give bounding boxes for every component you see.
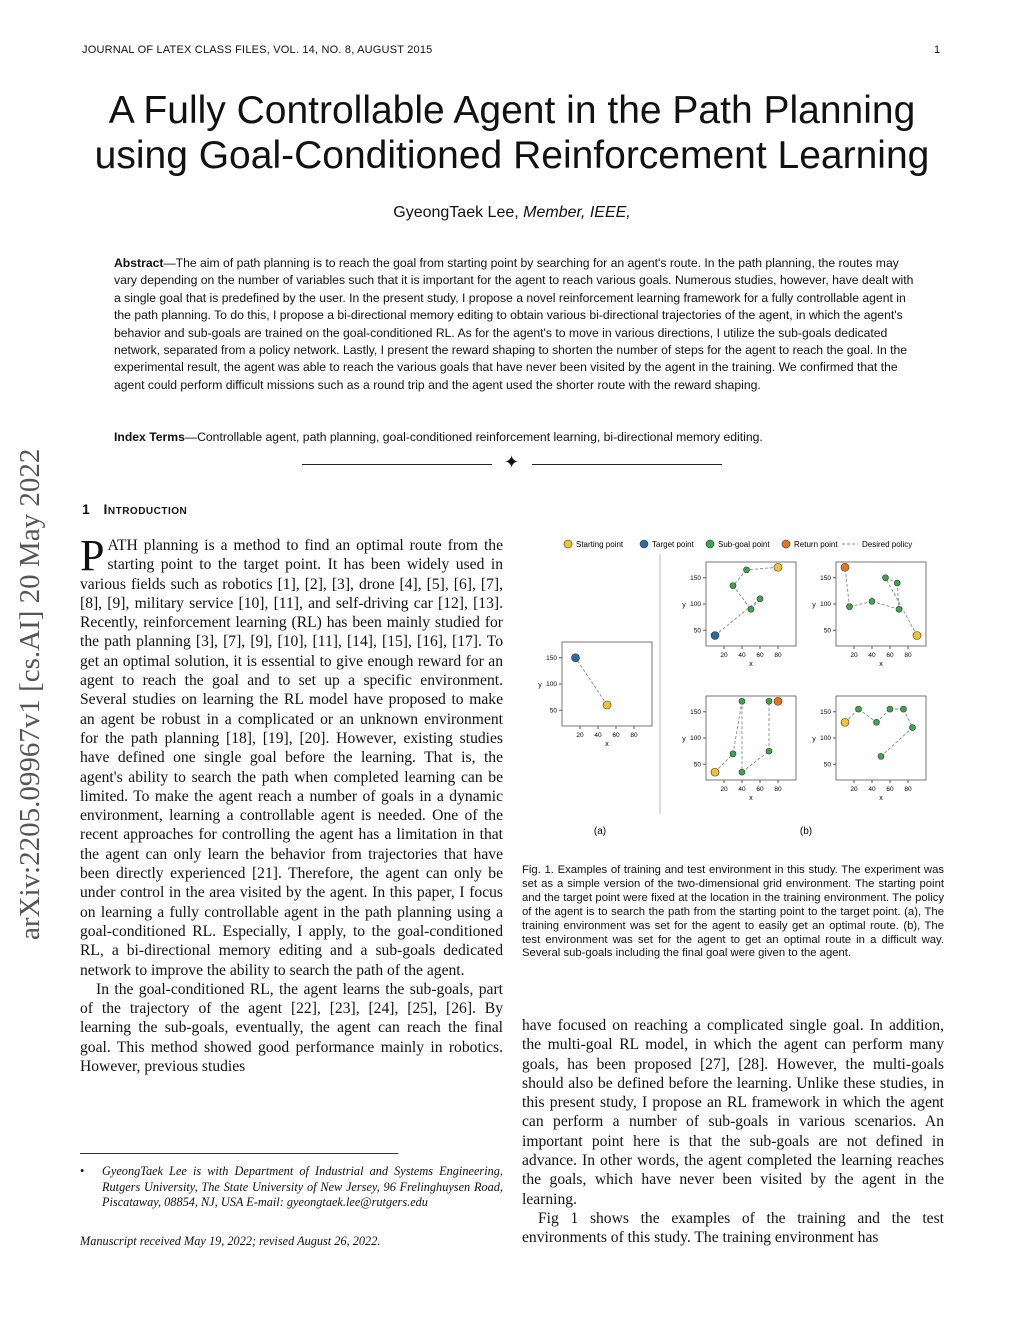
column-left — [80, 531, 503, 1076]
x-tick-label: 60 — [612, 732, 620, 739]
intro-paragraph-1 — [80, 531, 503, 980]
x-axis-label: x — [879, 795, 883, 802]
drop-cap: P — [80, 531, 105, 580]
ornament-rule-right — [532, 464, 722, 465]
x-tick-label: 20 — [720, 786, 728, 793]
y-tick-label: 150 — [820, 574, 831, 582]
point-starting-point — [841, 718, 849, 726]
panel-label-a: (a) — [593, 826, 607, 837]
point-sub-goal-point — [878, 753, 884, 759]
point-target-point — [711, 632, 719, 640]
x-tick-label: 80 — [630, 732, 638, 739]
x-axis-label: x — [879, 661, 883, 668]
x-tick-label: 60 — [886, 652, 894, 659]
x-axis-label: x — [749, 661, 753, 668]
legend-label-3: Return point — [794, 540, 838, 549]
x-tick-label: 40 — [868, 786, 876, 793]
panel-label-b: (b) — [799, 826, 813, 837]
policy-path-segment — [886, 578, 918, 636]
y-tick-label: 100 — [546, 681, 557, 688]
policy-path-segment — [715, 599, 760, 636]
x-tick-label: 20 — [850, 652, 858, 659]
y-tick-label: 150 — [690, 574, 701, 582]
index-terms-text: —Controllable agent, path planning, goal-conditioned reinforcement learning, bi-directional memory editing. — [184, 430, 763, 444]
point-starting-point — [774, 563, 782, 571]
abstract-label: Abstract — [114, 256, 164, 270]
point-sub-goal-point — [910, 725, 916, 731]
index-terms — [114, 430, 914, 444]
point-sub-goal-point — [748, 606, 754, 612]
legend-marker-1 — [640, 540, 648, 548]
figure-caption: Fig. 1. Examples of training and test environment in this study. The experiment was set as a simple version of the two-dimensional grid environment. The starting point and the target point were fixed at the location in the training environment. The policy of the agent is to search the path from the starting point to the target point. (a), The training environment was set for the agent to easily get an optimal route. (b), The test environment was set for the agent to get an optimal route in a difficult way. Several sub-goals including the final goal were given to the agent. — [522, 864, 944, 960]
figure-legend — [564, 540, 912, 549]
point-sub-goal-point — [901, 706, 907, 712]
point-sub-goal-point — [739, 769, 745, 775]
point-return-point — [841, 563, 849, 571]
y-tick-label: 150 — [546, 654, 557, 662]
author-line — [0, 204, 1024, 222]
footnote-rule — [80, 1153, 398, 1154]
point-sub-goal-point — [869, 598, 875, 604]
policy-path-segment — [733, 586, 751, 610]
running-header: JOURNAL OF LATEX CLASS FILES, VOL. 14, NO. 8, AUGUST 2015 — [82, 44, 433, 56]
y-tick-label: 50 — [549, 707, 557, 715]
index-terms-label: Index Terms — [114, 430, 185, 444]
point-sub-goal-point — [887, 706, 893, 712]
x-axis-label: x — [605, 741, 609, 748]
policy-path-segment — [881, 728, 913, 757]
policy-path-segment — [859, 709, 877, 722]
policy-path-segment — [742, 751, 769, 772]
footnote — [80, 1164, 503, 1211]
x-tick-label: 60 — [886, 786, 894, 793]
point-starting-point — [913, 632, 921, 640]
legend-marker-2 — [706, 540, 714, 548]
panel-frame — [706, 562, 796, 646]
point-sub-goal-point — [883, 575, 889, 581]
ornament-star: ✦ — [504, 452, 520, 473]
x-tick-label: 20 — [576, 732, 584, 739]
abstract-text: —The aim of path planning is to reach the goal from starting point by searching for an agent's route. In the path planning, the routes may vary depending on the number of variables such that it is important for the agent to reach various goals. Numerous studies, however, have dealt with a single goal that is predefined by the user. In the present study, I propose a novel reinforcement learning framework for a fully controllable agent in the path planning. To do this, I propose a bi-directional memory editing to obtain various bi-directional trajectories of the agent, in which the agent's behavior and sub-goals are trained on the goal-conditioned RL. As for the agent's to move in various directions, I utilize the sub-goals dedicated network, separated from a policy network. Lastly, I present the reward shaping to shorten the number of steps for the agent to reach the goal. In the experimental result, the agent was able to reach the various goals that have never been visited by the agent in the training. We confirmed that the agent could perform difficult missions such as a round trip and the agent used the shorter route with the reward shaping. — [114, 256, 914, 392]
chart-panel-3 — [682, 696, 796, 802]
y-tick-label: 50 — [823, 627, 831, 635]
y-tick-label: 100 — [690, 735, 701, 742]
policy-path-segment — [872, 601, 899, 609]
x-tick-label: 80 — [774, 786, 782, 793]
point-sub-goal-point — [894, 580, 900, 586]
point-sub-goal-point — [847, 604, 853, 610]
figure-1-plot — [520, 534, 948, 844]
y-axis-label: y — [812, 602, 816, 609]
point-sub-goal-point — [874, 719, 880, 725]
chart-panel-0 — [538, 642, 652, 748]
x-axis-label: x — [749, 795, 753, 802]
legend-label-0: Starting point — [576, 540, 624, 549]
point-return-point — [774, 697, 782, 705]
panel-frame — [836, 696, 926, 780]
section-number: 1 — [82, 501, 91, 517]
y-tick-label: 150 — [690, 708, 701, 716]
x-tick-label: 20 — [720, 652, 728, 659]
legend-marker-0 — [564, 540, 572, 548]
policy-path-segment — [576, 658, 608, 705]
policy-path-segment — [850, 601, 873, 606]
intro-paragraph-1-text: ATH planning is a method to find an optimal route from the starting point to the target point. It has been widely used in various fields such as robotics [1], [2], [3], drone [4], [5], [6], [7], [8], [9], military service [10], [11], and self-driving car [12], [13]. Recently, reinforcement learning (RL) has been mainly studied for the path planning [3], [7], [9], [10], [11], [14], [15], [16], [17]. To get an optimal solution, it is essential to give enough reward for an agent to reach the goal and to set up a specific environment. Several studies on learning the RL model have proposed to make an agent be robust in a complicated or an unknown environment for the path planning [18], [19], [20]. However, existing studies have defined one single goal before the learning. That is, the agent's ability to search the path when completed learning can be limited. To make the agent reach a number of goals in a dynamic environment, learning a controllable agent is needed. One of the recent approaches for controlling the agent has a limitation in that the agent can only learn the behavior from trajectories that have been directly experienced [21]. Therefore, the agent can only be under control in the area visited by the agent. In this paper, I focus on learning a fully controllable agent in the path planning using a goal-conditioned RL. Especially, I apply, to the goal-conditioned RL, a bi-directional memory editing and a sub-goals dedicated network to improve the ability to search the path of the agent. — [80, 537, 503, 979]
y-axis-label: y — [682, 602, 686, 609]
y-tick-label: 150 — [820, 708, 831, 716]
y-axis-label: y — [538, 682, 542, 689]
y-tick-label: 100 — [690, 601, 701, 608]
point-sub-goal-point — [856, 706, 862, 712]
section-heading — [82, 501, 187, 517]
x-tick-label: 80 — [904, 652, 912, 659]
x-tick-label: 60 — [756, 786, 764, 793]
figure-1 — [520, 534, 948, 844]
x-tick-label: 40 — [738, 652, 746, 659]
footnote-text: GyeongTaek Lee is with Department of Industrial and Systems Engineering, Rutgers University, The State University of New Jersey, 96 Frelinghuysen Road, Piscataway, 08854, NJ, USA E-mail: gyeongtaek.lee@rutgers.edu — [102, 1164, 503, 1210]
point-sub-goal-point — [766, 748, 772, 754]
x-tick-label: 40 — [868, 652, 876, 659]
manuscript-note: Manuscript received May 19, 2022; revised August 26, 2022. — [80, 1234, 381, 1248]
right-paragraph-2: Fig 1 shows the examples of the training and the test environments of this study. The training environment has — [522, 1209, 944, 1247]
point-sub-goal-point — [766, 698, 772, 704]
point-sub-goal-point — [896, 606, 902, 612]
point-sub-goal-point — [744, 567, 750, 573]
paper-title: A Fully Controllable Agent in the Path Planning using Goal-Conditioned Reinforcement Learning — [94, 89, 930, 177]
x-tick-label: 40 — [738, 786, 746, 793]
abstract — [114, 255, 914, 394]
y-tick-label: 50 — [693, 761, 701, 769]
page-number: 1 — [934, 44, 941, 56]
ornament-rule-left — [302, 464, 492, 465]
legend-marker-3 — [782, 540, 790, 548]
policy-path-segment — [733, 701, 742, 754]
point-sub-goal-point — [730, 583, 736, 589]
y-axis-label: y — [812, 736, 816, 743]
right-paragraph-1: have focused on reaching a complicated single goal. In addition, the multi-goal RL model, in which the agent can perform many goals, has been proposed [27], [28]. However, the multi-goals should also be defined before the learning. Unlike these studies, in this present study, I propose an RL framework in which the agent can perform a number of sub-goals in various scenarios. An important point here is that the sub-goals are not defined in advance. In other words, the agent completed the learning reaches the goals, which have never been visited by the agent in the learning. — [522, 1017, 944, 1208]
y-tick-label: 50 — [693, 627, 701, 635]
y-axis-label: y — [682, 736, 686, 743]
section-title: Introduction — [103, 501, 188, 517]
section-ornament — [302, 452, 722, 473]
policy-path-segment — [747, 567, 779, 570]
footnote-bullet: • — [80, 1164, 85, 1178]
x-tick-label: 20 — [850, 786, 858, 793]
x-tick-label: 80 — [904, 786, 912, 793]
point-sub-goal-point — [730, 751, 736, 757]
author-role: Member, IEEE, — [523, 204, 631, 221]
legend-label-1: Target point — [652, 540, 694, 549]
column-right — [522, 1016, 944, 1248]
point-sub-goal-point — [757, 596, 763, 602]
point-starting-point — [711, 768, 719, 776]
legend-label-4: Desired policy — [862, 540, 913, 549]
intro-paragraph-2: In the goal-conditioned RL, the agent learns the sub-goals, part of the trajectory of the agent [22], [23], [24], [25], [26]. By learning the sub-goals, eventually, the agent can reach the final goal. This method showed good performance mainly in robotics. However, previous studies — [80, 980, 503, 1076]
x-tick-label: 40 — [594, 732, 602, 739]
chart-panel-2 — [812, 562, 926, 668]
y-tick-label: 50 — [823, 761, 831, 769]
y-tick-label: 100 — [820, 735, 831, 742]
chart-panel-1 — [682, 562, 796, 668]
chart-panel-4 — [812, 696, 926, 802]
y-tick-label: 100 — [820, 601, 831, 608]
point-starting-point — [603, 701, 611, 709]
point-target-point — [572, 654, 580, 662]
x-tick-label: 60 — [756, 652, 764, 659]
policy-path-segment — [897, 583, 899, 609]
x-tick-label: 80 — [774, 652, 782, 659]
arxiv-stamp: arXiv:2205.09967v1 [cs.AI] 20 May 2022 — [14, 448, 46, 940]
point-sub-goal-point — [739, 698, 745, 704]
legend-label-2: Sub-goal point — [718, 540, 770, 549]
policy-path-segment — [845, 567, 850, 606]
author-name: GyeongTaek Lee, — [393, 204, 519, 221]
